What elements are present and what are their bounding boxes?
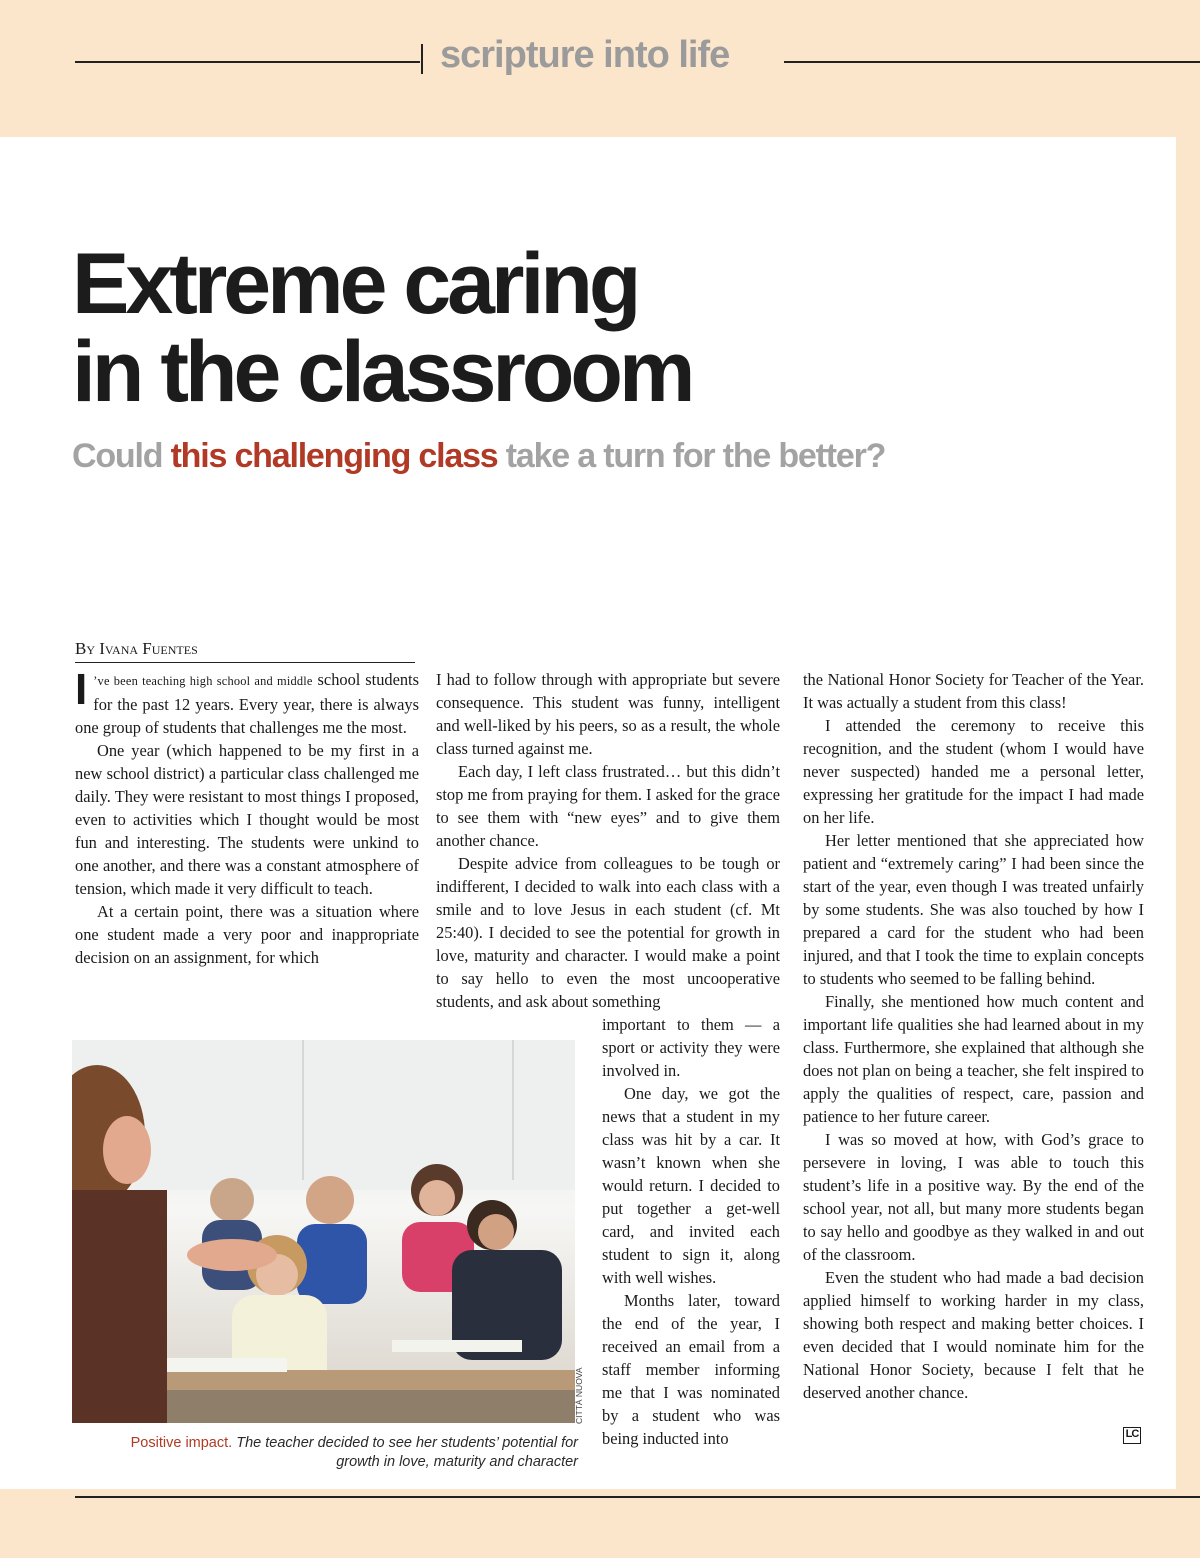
byline <box>75 639 415 663</box>
classroom-photo <box>72 1040 575 1423</box>
paragraph: the National Honor Society for Teacher of the Year. It was actually a student from this class! <box>803 670 1144 712</box>
paragraph: Her letter mentioned that she appreciated how patient and “extremely caring” I had been since the start of the year, even though I was treated unfairly by some students. She was also touched by how I prepared a card for the student who had been injured, and that I took the time to explain concepts to students who seemed to be falling behind. <box>803 831 1144 988</box>
paragraph: important to them — a sport or activity they were involved in. <box>602 1015 780 1080</box>
header-rule-tick <box>421 44 423 74</box>
paragraph: At a certain point, there was a situation where one student made a very poor and inappropriate decision on an assignment, for which <box>75 902 419 967</box>
caption-body: The teacher decided to see her students’ potential for growth in love, maturity and character <box>232 1435 578 1470</box>
byline-by: By <box>75 639 100 658</box>
article-column-1 <box>75 665 419 969</box>
end-mark-logo: LC <box>1123 1427 1141 1444</box>
caption-lead: Positive impact. <box>130 1435 233 1451</box>
paragraph: I attended the ceremony to receive this recognition, and the student (whom I would have never suspected) handed me a personal letter, expressing her gratitude for the impact I had made on her life. <box>803 716 1144 827</box>
dropcap: I <box>75 665 88 714</box>
paragraph: I had to follow through with appropriate but severe consequence. This student was funny, intelligent and well-liked by his peers, so as a result, the whole class turned against me. <box>436 670 780 758</box>
classroom-illustration <box>72 1040 575 1423</box>
subhead <box>72 434 885 478</box>
article-column-2 <box>436 668 780 1013</box>
headline <box>72 236 692 420</box>
paragraph: Finally, she mentioned how much content and important life qualities she had learned about in my class. Furthermore, she explained that although she does not plan on being a teacher, she felt inspired to apply the qualities of respect, care, passion and patience to her future career. <box>803 992 1144 1126</box>
photo-caption <box>120 1434 578 1472</box>
header-rule-right <box>784 61 1200 63</box>
subhead-post: take a turn for the better? <box>497 437 886 475</box>
subhead-pre: Could <box>72 437 171 475</box>
paragraph: Months later, toward the end of the year, I received an email from a staff member informing me that I was nominated by a student who was being inducted into <box>602 1291 780 1448</box>
paragraph: One year (which happened to be my first in a new school district) a particular class challenged me daily. They were resistant to most things I proposed, even to activities which I thought would be most fun and interesting. The students were unkind to one another, and there was a constant atmosphere of tension, which made it very difficult to teach. <box>75 741 419 898</box>
headline-line-2: in the classroom <box>72 324 692 420</box>
lead-paragraph <box>75 665 419 739</box>
paragraph: One day, we got the news that a student in my class was hit by a car. It wasn’t known when she would return. I decided to put together a get-well card, and invited each student to sign it, along with well wishes. <box>602 1084 780 1287</box>
article-column-2-lower <box>602 1013 780 1450</box>
paragraph: Even the student who had made a bad decision applied himself to working harder in my class, showing both respect and making better choices. I even decided that I would nominate him for the National Honor Society, because I felt that he deserved another chance. <box>803 1268 1144 1402</box>
headline-line-1: Extreme caring <box>72 236 638 332</box>
header-rule-left <box>75 61 420 63</box>
photo-credit: CITTÀ NUOVA <box>574 1367 584 1424</box>
byline-author: Ivana Fuentes <box>99 639 198 658</box>
footer-rule <box>75 1496 1200 1498</box>
paragraph: Despite advice from colleagues to be tough or indifferent, I decided to walk into each class with a smile and to love Jesus in each student (cf. Mt 25:40). I decided to see the potential for growth in love, maturity and character. I would make a point to say hello to even the most uncooperative students, and ask about something <box>436 854 780 1011</box>
subhead-highlight: this challenging class <box>170 437 498 475</box>
article-column-3 <box>803 668 1144 1404</box>
section-label: scripture into life <box>440 34 730 76</box>
paragraph: Each day, I left class frustrated… but this didn’t stop me from praying for them. I asked for the grace to see them with “new eyes” and to give them another chance. <box>436 762 780 850</box>
paragraph: I was so moved at how, with God’s grace to persevere in loving, I was able to touch this student’s life in a positive way. By the end of the school year, not all, but many more students began to say hello and goodbye as they walked in and out of the classroom. <box>803 1130 1144 1264</box>
lead-smallcaps: ’ve been teaching high school and middle <box>93 674 313 688</box>
paragraph: school students for the past 12 years. Every year, there is always one group of students that challenges me the most. <box>75 670 419 737</box>
